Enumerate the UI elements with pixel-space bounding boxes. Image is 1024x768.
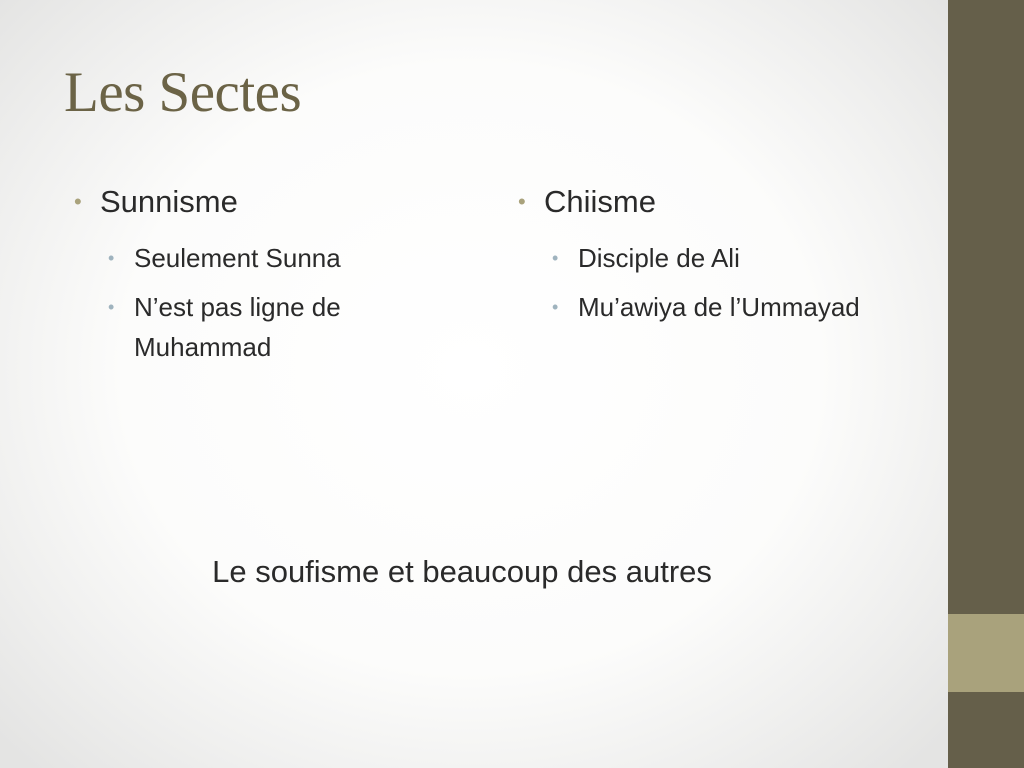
sub-bullet-item bbox=[552, 287, 878, 327]
sub-bullet-label: Mu’awiya de l’Ummayad bbox=[578, 292, 860, 322]
bullet-label: Sunnisme bbox=[100, 184, 238, 219]
slide-footer-text: Le soufisme et beaucoup des autres bbox=[212, 554, 712, 589]
sub-bullet-item bbox=[108, 287, 434, 367]
sub-bullet-dot-icon: • bbox=[108, 248, 115, 268]
sub-bullet-dot-icon: • bbox=[552, 297, 559, 317]
sub-bullet-dot-icon: • bbox=[552, 248, 559, 268]
sub-bullet-list bbox=[518, 238, 878, 327]
sub-bullet-list bbox=[74, 238, 434, 367]
column-chiisme bbox=[518, 184, 878, 336]
bullet-dot-icon: • bbox=[74, 189, 82, 214]
column-sunnisme bbox=[74, 184, 434, 376]
sub-bullet-label: N’est pas ligne de Muhammad bbox=[134, 292, 341, 362]
bullet-item bbox=[518, 184, 878, 220]
sub-bullet-label: Disciple de Ali bbox=[578, 243, 740, 273]
sub-bullet-label: Seulement Sunna bbox=[134, 243, 341, 273]
slide-title: Les Sectes bbox=[64, 61, 302, 124]
decorative-sidebar-accent bbox=[948, 614, 1024, 692]
sub-bullet-item bbox=[108, 238, 434, 278]
sub-bullet-item bbox=[552, 238, 878, 278]
bullet-item bbox=[74, 184, 434, 220]
bullet-dot-icon: • bbox=[518, 189, 526, 214]
sub-bullet-dot-icon: • bbox=[108, 297, 115, 317]
bullet-label: Chiisme bbox=[544, 184, 656, 219]
